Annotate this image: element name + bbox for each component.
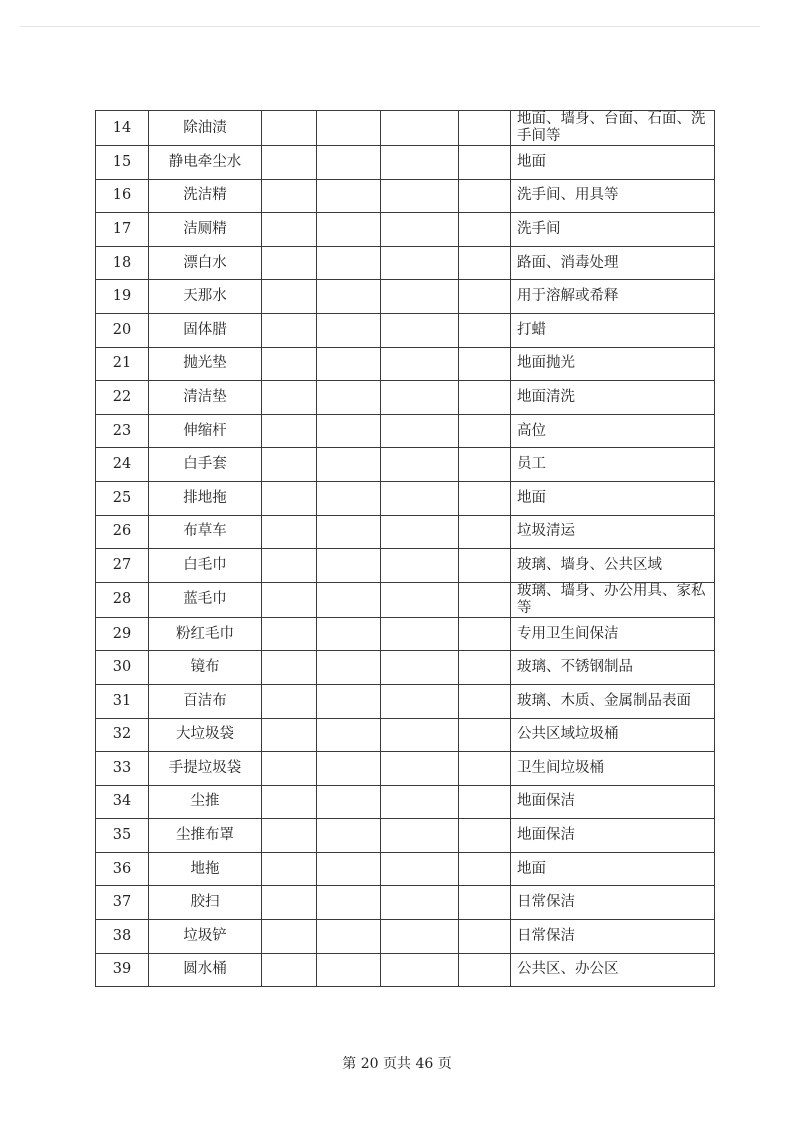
table-row: [96, 920, 715, 954]
empty-cell: [262, 549, 317, 583]
item-usage: 公共区域垃圾桶: [511, 718, 715, 752]
row-number: 38: [96, 920, 149, 954]
empty-cell: [381, 752, 459, 786]
row-number: 26: [96, 515, 149, 549]
table-body: [96, 111, 715, 987]
empty-cell: [317, 347, 381, 381]
table-row: [96, 414, 715, 448]
row-number: 37: [96, 886, 149, 920]
item-name: 除油渍: [149, 111, 262, 146]
item-usage: 洗手间: [511, 213, 715, 247]
empty-cell: [381, 651, 459, 685]
empty-cell: [381, 785, 459, 819]
empty-cell: [381, 819, 459, 853]
item-usage: 卫生间垃圾桶: [511, 752, 715, 786]
empty-cell: [262, 684, 317, 718]
row-number: 30: [96, 651, 149, 685]
table-row: [96, 448, 715, 482]
item-usage: 玻璃、墙身、公共区域: [511, 549, 715, 583]
empty-cell: [459, 213, 511, 247]
item-name: 伸缩杆: [149, 414, 262, 448]
item-name: 地拖: [149, 852, 262, 886]
empty-cell: [459, 920, 511, 954]
row-number: 18: [96, 246, 149, 280]
empty-cell: [262, 381, 317, 415]
empty-cell: [262, 886, 317, 920]
empty-cell: [381, 313, 459, 347]
item-usage: 玻璃、不锈钢制品: [511, 651, 715, 685]
empty-cell: [459, 886, 511, 920]
supplies-table: [95, 110, 715, 987]
table-row: [96, 549, 715, 583]
empty-cell: [262, 179, 317, 213]
item-name: 清洁垫: [149, 381, 262, 415]
table-row: [96, 213, 715, 247]
row-number: 39: [96, 953, 149, 987]
empty-cell: [381, 111, 459, 146]
table-row: [96, 953, 715, 987]
empty-cell: [381, 852, 459, 886]
empty-cell: [459, 146, 511, 180]
item-usage: 专用卫生间保洁: [511, 617, 715, 651]
empty-cell: [317, 381, 381, 415]
empty-cell: [317, 953, 381, 987]
empty-cell: [262, 414, 317, 448]
empty-cell: [317, 448, 381, 482]
empty-cell: [459, 852, 511, 886]
empty-cell: [459, 785, 511, 819]
empty-cell: [262, 785, 317, 819]
empty-cell: [262, 448, 317, 482]
empty-cell: [459, 819, 511, 853]
empty-cell: [381, 448, 459, 482]
empty-cell: [381, 381, 459, 415]
empty-cell: [317, 886, 381, 920]
row-number: 17: [96, 213, 149, 247]
empty-cell: [459, 582, 511, 617]
empty-cell: [381, 481, 459, 515]
empty-cell: [262, 617, 317, 651]
empty-cell: [381, 246, 459, 280]
empty-cell: [262, 246, 317, 280]
empty-cell: [381, 347, 459, 381]
table-row: [96, 785, 715, 819]
empty-cell: [262, 146, 317, 180]
empty-cell: [381, 684, 459, 718]
row-number: 27: [96, 549, 149, 583]
row-number: 20: [96, 313, 149, 347]
table-row: [96, 886, 715, 920]
empty-cell: [262, 582, 317, 617]
empty-cell: [317, 549, 381, 583]
empty-cell: [381, 920, 459, 954]
empty-cell: [381, 718, 459, 752]
item-usage: 日常保洁: [511, 920, 715, 954]
table-row: [96, 179, 715, 213]
row-number: 23: [96, 414, 149, 448]
item-usage: 地面: [511, 852, 715, 886]
item-usage: 地面: [511, 481, 715, 515]
row-number: 24: [96, 448, 149, 482]
row-number: 32: [96, 718, 149, 752]
empty-cell: [459, 549, 511, 583]
empty-cell: [381, 414, 459, 448]
row-number: 16: [96, 179, 149, 213]
table-row: [96, 313, 715, 347]
empty-cell: [262, 651, 317, 685]
item-usage: 公共区、办公区: [511, 953, 715, 987]
empty-cell: [317, 246, 381, 280]
table-row: [96, 752, 715, 786]
item-name: 蓝毛巾: [149, 582, 262, 617]
item-usage: 路面、消毒处理: [511, 246, 715, 280]
page-footer: 第 20 页共 46 页: [342, 1056, 452, 1072]
item-name: 静电牵尘水: [149, 146, 262, 180]
empty-cell: [459, 617, 511, 651]
empty-cell: [381, 953, 459, 987]
empty-cell: [262, 481, 317, 515]
empty-cell: [459, 246, 511, 280]
item-name: 排地拖: [149, 481, 262, 515]
empty-cell: [317, 684, 381, 718]
table-row: [96, 651, 715, 685]
scan-edge-line: [20, 26, 760, 27]
item-usage: 打蜡: [511, 313, 715, 347]
empty-cell: [262, 953, 317, 987]
item-usage: 垃圾清运: [511, 515, 715, 549]
empty-cell: [459, 414, 511, 448]
empty-cell: [459, 752, 511, 786]
table-row: [96, 515, 715, 549]
table-row: [96, 111, 715, 146]
item-name: 尘推布罩: [149, 819, 262, 853]
empty-cell: [459, 953, 511, 987]
empty-cell: [317, 920, 381, 954]
empty-cell: [459, 515, 511, 549]
item-name: 固体腊: [149, 313, 262, 347]
row-number: 35: [96, 819, 149, 853]
item-usage: 地面保洁: [511, 819, 715, 853]
item-name: 胶扫: [149, 886, 262, 920]
empty-cell: [459, 111, 511, 146]
empty-cell: [381, 280, 459, 314]
item-usage: 地面保洁: [511, 785, 715, 819]
item-usage: 玻璃、墙身、办公用具、家私等: [511, 582, 715, 617]
item-name: 大垃圾袋: [149, 718, 262, 752]
table-row: [96, 481, 715, 515]
empty-cell: [262, 280, 317, 314]
empty-cell: [459, 179, 511, 213]
empty-cell: [317, 752, 381, 786]
item-usage: 员工: [511, 448, 715, 482]
table-row: [96, 718, 715, 752]
row-number: 22: [96, 381, 149, 415]
empty-cell: [459, 280, 511, 314]
item-name: 尘推: [149, 785, 262, 819]
item-usage: 日常保洁: [511, 886, 715, 920]
table-row: [96, 280, 715, 314]
empty-cell: [317, 515, 381, 549]
item-name: 圆水桶: [149, 953, 262, 987]
empty-cell: [262, 718, 317, 752]
empty-cell: [459, 481, 511, 515]
item-name: 漂白水: [149, 246, 262, 280]
item-usage: 玻璃、木质、金属制品表面: [511, 684, 715, 718]
item-usage: 地面、墙身、台面、石面、洗手间等: [511, 111, 715, 146]
empty-cell: [459, 651, 511, 685]
table-row: [96, 246, 715, 280]
row-number: 31: [96, 684, 149, 718]
empty-cell: [317, 146, 381, 180]
empty-cell: [262, 752, 317, 786]
empty-cell: [317, 819, 381, 853]
item-usage: 地面清洗: [511, 381, 715, 415]
row-number: 29: [96, 617, 149, 651]
empty-cell: [262, 819, 317, 853]
empty-cell: [262, 920, 317, 954]
item-usage: 地面抛光: [511, 347, 715, 381]
empty-cell: [459, 313, 511, 347]
empty-cell: [317, 414, 381, 448]
item-usage: 地面: [511, 146, 715, 180]
row-number: 25: [96, 481, 149, 515]
empty-cell: [381, 213, 459, 247]
empty-cell: [317, 280, 381, 314]
table-row: [96, 582, 715, 617]
table-row: [96, 819, 715, 853]
table-row: [96, 146, 715, 180]
empty-cell: [317, 617, 381, 651]
item-name: 百洁布: [149, 684, 262, 718]
empty-cell: [317, 179, 381, 213]
item-usage: 高位: [511, 414, 715, 448]
row-number: 36: [96, 852, 149, 886]
row-number: 15: [96, 146, 149, 180]
item-name: 镜布: [149, 651, 262, 685]
row-number: 19: [96, 280, 149, 314]
item-name: 手提垃圾袋: [149, 752, 262, 786]
empty-cell: [262, 852, 317, 886]
empty-cell: [317, 718, 381, 752]
empty-cell: [381, 549, 459, 583]
item-usage: 用于溶解或希释: [511, 280, 715, 314]
item-name: 天那水: [149, 280, 262, 314]
item-name: 白毛巾: [149, 549, 262, 583]
empty-cell: [262, 347, 317, 381]
item-name: 粉红毛巾: [149, 617, 262, 651]
item-usage: 洗手间、用具等: [511, 179, 715, 213]
item-name: 洗洁精: [149, 179, 262, 213]
empty-cell: [262, 213, 317, 247]
empty-cell: [459, 718, 511, 752]
item-name: 布草车: [149, 515, 262, 549]
item-name: 垃圾铲: [149, 920, 262, 954]
empty-cell: [381, 886, 459, 920]
empty-cell: [317, 651, 381, 685]
row-number: 34: [96, 785, 149, 819]
empty-cell: [381, 617, 459, 651]
row-number: 28: [96, 582, 149, 617]
empty-cell: [317, 481, 381, 515]
table-row: [96, 381, 715, 415]
row-number: 33: [96, 752, 149, 786]
item-name: 白手套: [149, 448, 262, 482]
empty-cell: [262, 313, 317, 347]
empty-cell: [381, 179, 459, 213]
empty-cell: [381, 582, 459, 617]
empty-cell: [262, 111, 317, 146]
empty-cell: [459, 684, 511, 718]
item-name: 洁厕精: [149, 213, 262, 247]
empty-cell: [459, 381, 511, 415]
empty-cell: [317, 852, 381, 886]
empty-cell: [317, 785, 381, 819]
empty-cell: [317, 213, 381, 247]
empty-cell: [459, 448, 511, 482]
table-row: [96, 852, 715, 886]
empty-cell: [381, 146, 459, 180]
table-row: [96, 617, 715, 651]
table-row: [96, 684, 715, 718]
empty-cell: [317, 313, 381, 347]
item-name: 抛光垫: [149, 347, 262, 381]
empty-cell: [317, 582, 381, 617]
empty-cell: [459, 347, 511, 381]
table-row: [96, 347, 715, 381]
row-number: 14: [96, 111, 149, 146]
empty-cell: [381, 515, 459, 549]
empty-cell: [262, 515, 317, 549]
row-number: 21: [96, 347, 149, 381]
empty-cell: [317, 111, 381, 146]
